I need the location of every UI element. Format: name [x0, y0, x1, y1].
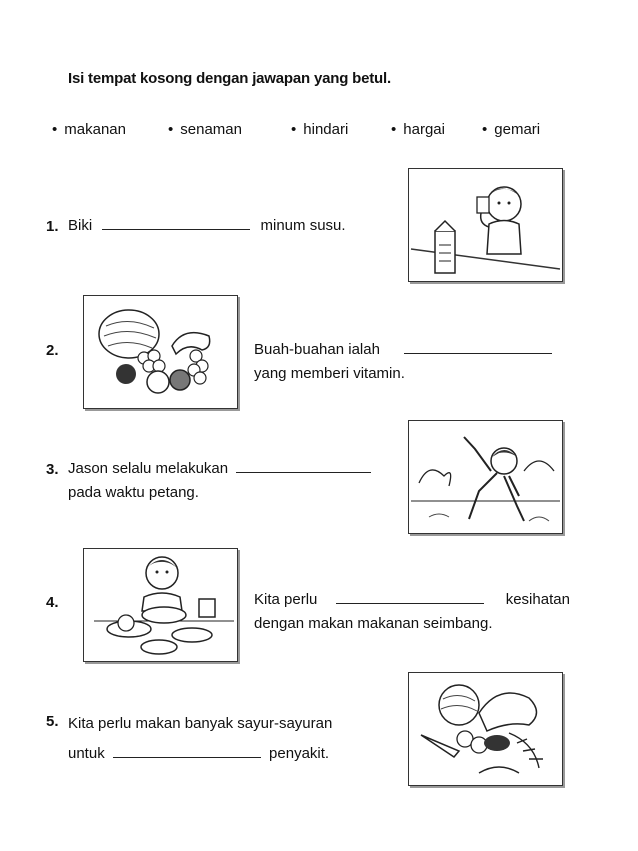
- question-3-text: Jason selalu melakukan pada waktu petang.: [68, 457, 371, 505]
- boy-exercising-drawing: [409, 421, 562, 533]
- boy-drinking-milk-illustration: [408, 168, 563, 282]
- question-4-text: Kita perlu kesihatan dengan makan makanan seimbang.: [254, 591, 570, 632]
- bullet-icon: •: [291, 121, 297, 138]
- fruits-illustration: [83, 295, 238, 409]
- answer-blank[interactable]: [102, 215, 250, 230]
- word-bank-item: • hindari: [291, 121, 349, 138]
- bullet-icon: •: [168, 121, 174, 138]
- instruction-heading: Isi tempat kosong dengan jawapan yang betul.: [68, 70, 391, 87]
- vegetables-drawing: [409, 673, 562, 785]
- word-bank-item: • gemari: [482, 121, 541, 138]
- boy-drinking-milk-drawing: [409, 169, 562, 281]
- bullet-icon: •: [52, 121, 58, 138]
- word-bank: [46, 121, 566, 143]
- answer-blank[interactable]: [236, 458, 371, 473]
- fruits-drawing: [84, 296, 237, 408]
- boy-eating-drawing: [84, 549, 237, 661]
- question-number: 5.: [46, 713, 59, 730]
- question-5-text: Kita perlu makan banyak sayur-sayuran untuk penyakit.: [68, 715, 333, 762]
- answer-blank[interactable]: [113, 743, 261, 758]
- question-number: 3.: [46, 461, 59, 478]
- question-number: 2.: [46, 342, 59, 359]
- bullet-icon: •: [391, 121, 397, 138]
- boy-eating-illustration: [83, 548, 238, 662]
- bullet-icon: •: [482, 121, 488, 138]
- word-bank-item: • hargai: [391, 121, 445, 138]
- answer-blank[interactable]: [404, 339, 552, 354]
- answer-blank[interactable]: [336, 589, 484, 604]
- question-number: 1.: [46, 218, 59, 235]
- vegetables-illustration: [408, 672, 563, 786]
- question-1-text: Biki minum susu.: [68, 217, 346, 234]
- boy-exercising-illustration: [408, 420, 563, 534]
- word-bank-item: • makanan: [52, 121, 126, 138]
- question-2-text: Buah-buahan ialah yang memberi vitamin.: [254, 338, 552, 386]
- question-number: 4.: [46, 594, 59, 611]
- word-bank-item: • senaman: [168, 121, 242, 138]
